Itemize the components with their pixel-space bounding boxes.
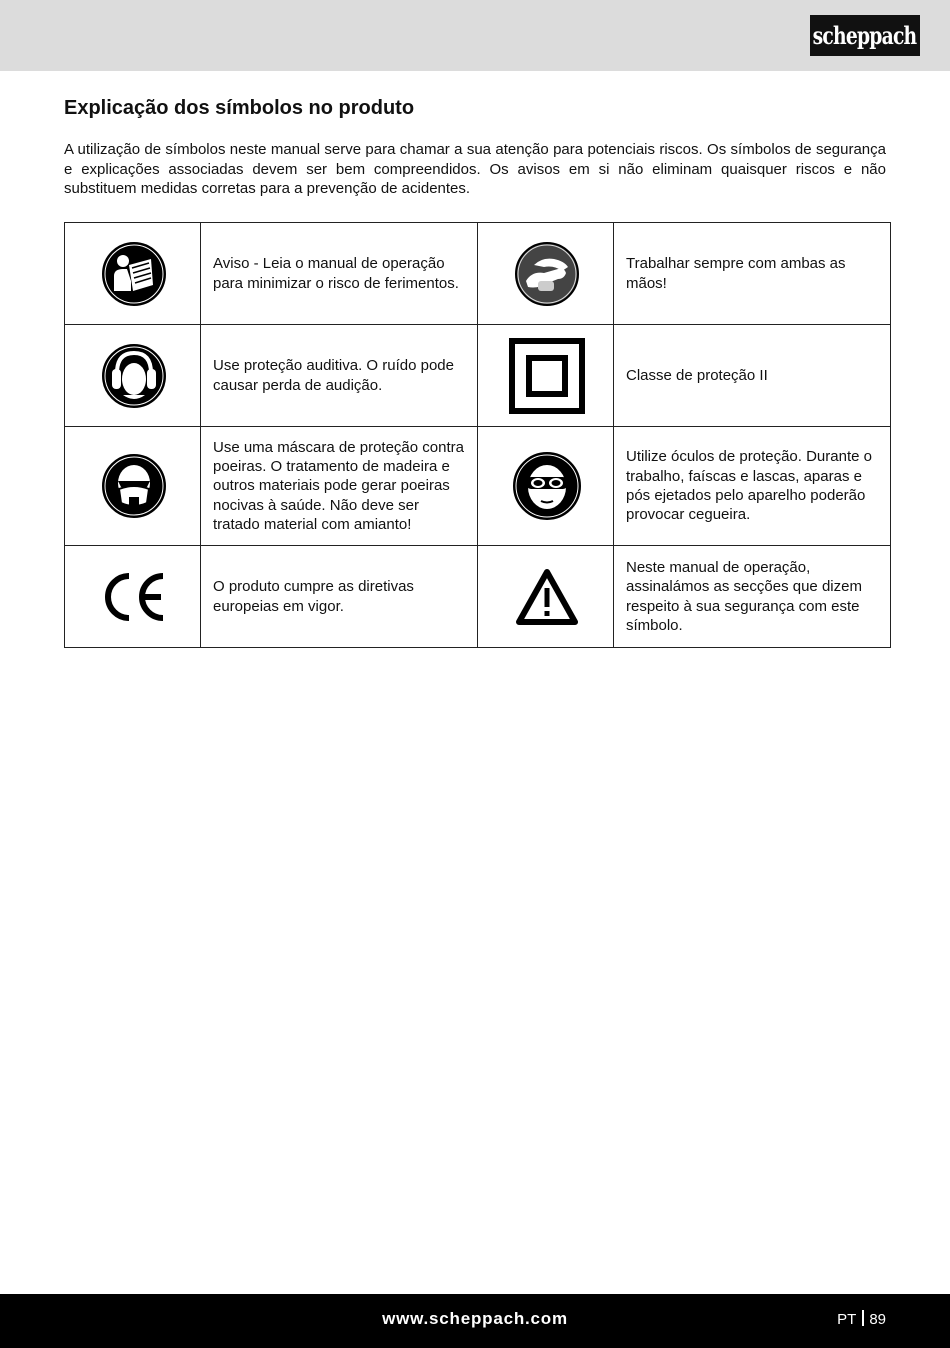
page-indicator [837,1310,886,1328]
table-row [65,427,891,546]
symbol-description: Use uma máscara de proteção contra poeiras. O tratamento de madeira e outros materiais pode gerar poeiras nocivas à saúde. Não deve ser tratado material com amianto! [201,427,478,546]
table-row [65,223,891,325]
symbol-cell [65,223,201,325]
page-number: 89 [869,1311,886,1328]
table-row [65,325,891,427]
read-manual-icon [101,241,167,307]
footer-bar [0,1294,950,1348]
table-row [65,546,891,648]
website-link[interactable]: www.scheppach.com [382,1309,568,1328]
symbol-cell [65,427,201,546]
symbols-table [64,222,891,648]
symbol-description: Aviso - Leia o manual de operação para minimizar o risco de ferimentos. [201,223,478,325]
ear-protection-icon [101,343,167,409]
brand-logo [810,15,920,56]
symbol-description: Utilize óculos de proteção. Durante o trabalho, faíscas e lascas, aparas e pós ejetados pelo aparelho poderão provocar cegueira. [614,427,891,546]
symbol-description: O produto cumpre as diretivas europeias em vigor. [201,546,478,648]
header-bar [0,0,950,71]
both-hands-icon [514,241,580,307]
symbol-description: Classe de proteção II [614,325,891,427]
symbol-cell [478,427,614,546]
ce-mark-icon [101,572,167,622]
symbol-cell [478,223,614,325]
section-title: Explicação dos símbolos no produto [64,97,415,119]
symbol-cell [478,546,614,648]
symbol-cell [65,325,201,427]
symbol-cell [65,546,201,648]
warning-triangle-icon [515,568,579,626]
symbol-description: Neste manual de operação, assinalámos as secções que dizem respeito à sua segurança com este símbolo. [614,546,891,648]
symbol-cell [478,325,614,427]
language-code: PT [837,1311,857,1328]
brand-logo-text: scheppach [813,21,917,50]
protection-class-ii-icon [509,338,585,414]
safety-goggles-icon [512,451,582,521]
intro-paragraph: A utilização de símbolos neste manual serve para chamar a sua atenção para potenciais riscos. Os símbolos de segurança e explicações associadas devem ser bem compreendidos. Os avisos em si não eliminam quaisquer riscos e não substituem medidas corretas para a prevenção de acidentes. [64,141,886,197]
symbol-description: Use proteção auditiva. O ruído pode causar perda de audição. [201,325,478,427]
symbol-description: Trabalhar sempre com ambas as mãos! [614,223,891,325]
page-separator [862,1310,864,1326]
dust-mask-icon [101,453,167,519]
